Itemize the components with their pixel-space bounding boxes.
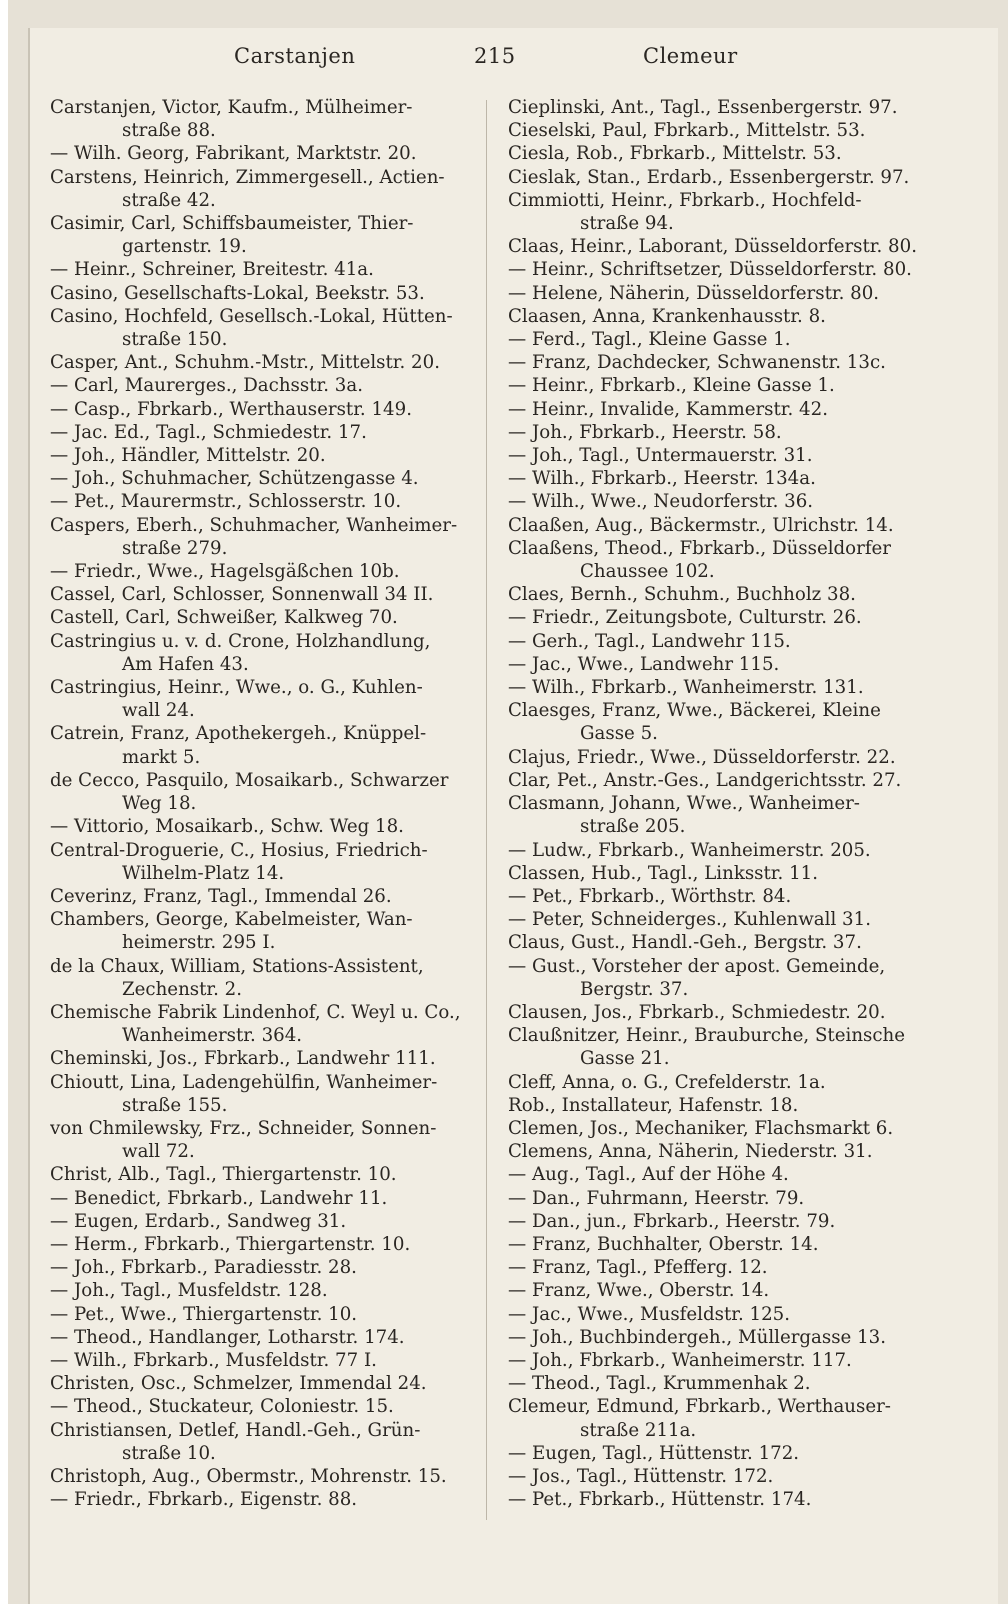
- directory-line: — Joh., Schuhmacher, Schützengasse 4.: [50, 468, 419, 490]
- directory-line: Carstanjen, Victor, Kaufm., Mülheimer-: [50, 97, 413, 118]
- directory-line: Claus, Gust., Handl.-Geh., Bergstr. 37.: [508, 932, 862, 954]
- directory-line: straße 279.: [122, 537, 228, 559]
- directory-line: Ciesla, Rob., Fbrkarb., Mittelstr. 53.: [508, 143, 842, 165]
- directory-line: Claaßens, Theod., Fbrkarb., Düsseldorfer: [508, 537, 892, 559]
- directory-line: — Franz, Buchhalter, Oberstr. 14.: [508, 1233, 819, 1255]
- directory-line: — Joh., Tagl., Musfeldstr. 128.: [50, 1280, 328, 1302]
- directory-line: — Joh., Fbrkarb., Paradiesstr. 28.: [50, 1257, 357, 1279]
- directory-line: Clemens, Anna, Näherin, Niederstr. 31.: [508, 1141, 873, 1163]
- directory-line: — Gerh., Tagl., Landwehr 115.: [508, 630, 791, 652]
- directory-line: — Jos., Tagl., Hüttenstr. 172.: [508, 1465, 774, 1487]
- directory-line: Zechenstr. 2.: [122, 978, 243, 1000]
- directory-line: Chambers, George, Kabelmeister, Wan-: [50, 909, 413, 931]
- directory-line: Christen, Osc., Schmelzer, Immendal 24.: [50, 1373, 427, 1395]
- directory-line: Casino, Hochfeld, Gesellsch.-Lokal, Hütten-: [50, 305, 453, 327]
- directory-line: — Peter, Schneiderges., Kuhlenwall 31.: [508, 909, 871, 931]
- directory-line: straße 88.: [122, 120, 216, 142]
- directory-line: straße 10.: [122, 1442, 216, 1464]
- directory-line: — Benedict, Fbrkarb., Landwehr 11.: [50, 1187, 388, 1209]
- directory-line: — Eugen, Tagl., Hüttenstr. 172.: [508, 1442, 800, 1464]
- directory-line: — Franz, Wwe., Oberstr. 14.: [508, 1280, 770, 1302]
- directory-line: — Wilh., Wwe., Neudorferstr. 36.: [508, 491, 814, 513]
- directory-line: Wanheimerstr. 364.: [122, 1025, 303, 1047]
- directory-line: wall 24.: [122, 700, 195, 722]
- directory-line: Cleff, Anna, o. G., Crefelderstr. 1a.: [508, 1071, 826, 1093]
- page-header: [56, 44, 956, 78]
- directory-line: — Franz, Tagl., Pfefferg. 12.: [508, 1257, 768, 1279]
- directory-line: — Jac., Wwe., Landwehr 115.: [508, 653, 780, 675]
- directory-line: Cheminski, Jos., Fbrkarb., Landwehr 111.: [50, 1048, 436, 1070]
- directory-line: Central-Droguerie, C., Hosius, Friedrich-: [50, 839, 428, 861]
- directory-line: Clajus, Friedr., Wwe., Düsseldorferstr. 22.: [508, 746, 896, 768]
- directory-line: — Joh., Fbrkarb., Heerstr. 58.: [508, 421, 782, 443]
- directory-line: Castell, Carl, Schweißer, Kalkweg 70.: [50, 607, 398, 629]
- directory-line: Cieslak, Stan., Erdarb., Essenbergerstr. 97.: [508, 166, 910, 188]
- directory-line: Casper, Ant., Schuhm.-Mstr., Mittelstr. 20.: [50, 352, 440, 374]
- directory-line: — Jac. Ed., Tagl., Schmiedestr. 17.: [50, 421, 367, 443]
- directory-line: — Friedr., Fbrkarb., Eigenstr. 88.: [50, 1489, 358, 1511]
- directory-line: — Franz, Dachdecker, Schwanenstr. 13c.: [508, 352, 886, 374]
- directory-line: Caspers, Eberh., Schuhmacher, Wanheimer-: [50, 514, 458, 536]
- directory-line: — Joh., Buchbindergeh., Müllergasse 13.: [508, 1326, 887, 1348]
- directory-line: — Carl, Maurerges., Dachsstr. 3a.: [50, 375, 363, 397]
- directory-line: — Wilh., Fbrkarb., Wanheimerstr. 131.: [508, 677, 864, 699]
- directory-line: straße 155.: [122, 1094, 228, 1116]
- directory-line: markt 5.: [122, 746, 201, 768]
- directory-line: — Ferd., Tagl., Kleine Gasse 1.: [508, 329, 791, 351]
- directory-line: — Pet., Fbrkarb., Hüttenstr. 174.: [508, 1489, 812, 1511]
- directory-line: Chioutt, Lina, Ladengehülfin, Wanheimer-: [50, 1071, 438, 1093]
- directory-line: Cassel, Carl, Schlosser, Sonnenwall 34 II.: [50, 584, 434, 606]
- directory-line: Clasmann, Johann, Wwe., Wanheimer-: [508, 793, 860, 815]
- directory-line: Classen, Hub., Tagl., Linksstr. 11.: [508, 862, 818, 884]
- directory-line: Claußnitzer, Heinr., Brauburche, Steinsche: [508, 1025, 906, 1047]
- directory-line: — Wilh., Fbrkarb., Heerstr. 134a.: [508, 468, 816, 490]
- directory-line: Christ, Alb., Tagl., Thiergartenstr. 10.: [50, 1164, 397, 1186]
- directory-line: Gasse 21.: [580, 1048, 670, 1070]
- directory-line: wall 72.: [122, 1141, 195, 1163]
- directory-line: — Heinr., Fbrkarb., Kleine Gasse 1.: [508, 375, 835, 397]
- directory-line: — Heinr., Invalide, Kammerstr. 42.: [508, 398, 828, 420]
- directory-line: — Wilh., Fbrkarb., Musfeldstr. 77 I.: [50, 1349, 377, 1371]
- directory-line: de la Chaux, William, Stations-Assistent,: [50, 955, 424, 977]
- directory-line: — Joh., Händler, Mittelstr. 20.: [50, 445, 326, 467]
- directory-line: Cieplinski, Ant., Tagl., Essenbergerstr. 97.: [508, 97, 898, 118]
- directory-line: — Gust., Vorsteher der apost. Gemeinde,: [508, 955, 886, 977]
- directory-line: Claas, Heinr., Laborant, Düsseldorferstr. 80.: [508, 236, 917, 258]
- directory-line: — Pet., Maurermstr., Schlosserstr. 10.: [50, 491, 402, 513]
- directory-line: Chemische Fabrik Lindenhof, C. Weyl u. Co.,: [50, 1001, 461, 1023]
- directory-line: Casino, Gesellschafts-Lokal, Beekstr. 53.: [50, 282, 425, 304]
- left-column: [50, 96, 480, 1511]
- directory-line: Casimir, Carl, Schiffsbaumeister, Thier-: [50, 213, 414, 235]
- directory-line: — Pet., Fbrkarb., Wörthstr. 84.: [508, 885, 792, 907]
- column-divider: [486, 100, 487, 1520]
- directory-line: Bergstr. 37.: [580, 978, 689, 1000]
- header-left-catchword: Carstanjen: [234, 44, 356, 68]
- directory-line: Clemen, Jos., Mechaniker, Flachsmarkt 6.: [508, 1117, 894, 1139]
- directory-line: — Heinr., Schreiner, Breitestr. 41a.: [50, 259, 374, 281]
- directory-line: Claaßen, Aug., Bäckermstr., Ulrichstr. 14.: [508, 514, 894, 536]
- page-number: 215: [474, 44, 516, 68]
- directory-line: — Theod., Tagl., Krummenhak 2.: [508, 1373, 811, 1395]
- directory-line: — Pet., Wwe., Thiergartenstr. 10.: [50, 1303, 358, 1325]
- directory-line: — Friedr., Wwe., Hagelsgäßchen 10b.: [50, 561, 400, 583]
- directory-line: Catrein, Franz, Apothekergeh., Knüppel-: [50, 723, 427, 745]
- directory-line: — Helene, Näherin, Düsseldorferstr. 80.: [508, 282, 880, 304]
- directory-line: Weg 18.: [122, 793, 197, 815]
- directory-line: Claesges, Franz, Wwe., Bäckerei, Kleine: [508, 700, 881, 722]
- directory-line: Cimmiotti, Heinr., Fbrkarb., Hochfeld-: [508, 189, 862, 211]
- directory-line: — Joh., Fbrkarb., Wanheimerstr. 117.: [508, 1349, 852, 1371]
- directory-line: Rob., Installateur, Hafenstr. 18.: [508, 1094, 799, 1116]
- directory-line: — Casp., Fbrkarb., Werthauserstr. 149.: [50, 398, 412, 420]
- directory-line: Gasse 5.: [580, 723, 658, 745]
- directory-line: Carstens, Heinrich, Zimmergesell., Actien-: [50, 166, 445, 188]
- directory-line: — Heinr., Schriftsetzer, Düsseldorferstr. 80.: [508, 259, 912, 281]
- directory-line: — Aug., Tagl., Auf der Höhe 4.: [508, 1164, 789, 1186]
- directory-line: Christoph, Aug., Obermstr., Mohrenstr. 15.: [50, 1465, 447, 1487]
- directory-line: — Herm., Fbrkarb., Thiergartenstr. 10.: [50, 1233, 411, 1255]
- directory-line: Claes, Bernh., Schuhm., Buchholz 38.: [508, 584, 856, 606]
- directory-line: — Theod., Handlanger, Lotharstr. 174.: [50, 1326, 405, 1348]
- directory-line: straße 211a.: [580, 1419, 697, 1441]
- directory-line: Cieselski, Paul, Fbrkarb., Mittelstr. 53.: [508, 120, 866, 142]
- directory-line: Clemeur, Edmund, Fbrkarb., Werthauser-: [508, 1396, 891, 1418]
- directory-line: straße 150.: [122, 329, 228, 351]
- header-right-catchword: Clemeur: [643, 44, 738, 68]
- directory-line: — Joh., Tagl., Untermauerstr. 31.: [508, 445, 813, 467]
- directory-line: — Vittorio, Mosaikarb., Schw. Weg 18.: [50, 816, 404, 838]
- directory-line: Am Hafen 43.: [122, 653, 249, 675]
- right-column: [508, 96, 938, 1511]
- directory-line: Claasen, Anna, Krankenhausstr. 8.: [508, 305, 826, 327]
- directory-line: Christiansen, Detlef, Handl.-Geh., Grün-: [50, 1419, 421, 1441]
- directory-line: — Jac., Wwe., Musfeldstr. 125.: [508, 1303, 791, 1325]
- directory-line: — Eugen, Erdarb., Sandweg 31.: [50, 1210, 347, 1232]
- directory-line: Chaussee 102.: [580, 561, 715, 583]
- directory-line: von Chmilewsky, Frz., Schneider, Sonnen-: [50, 1117, 437, 1139]
- directory-line: — Ludw., Fbrkarb., Wanheimerstr. 205.: [508, 839, 871, 861]
- directory-line: — Friedr., Zeitungsbote, Culturstr. 26.: [508, 607, 862, 629]
- directory-line: — Wilh. Georg, Fabrikant, Marktstr. 20.: [50, 143, 417, 165]
- directory-line: de Cecco, Pasquilo, Mosaikarb., Schwarzer: [50, 769, 449, 791]
- directory-line: Ceverinz, Franz, Tagl., Immendal 26.: [50, 885, 392, 907]
- directory-line: — Theod., Stuckateur, Coloniestr. 15.: [50, 1396, 394, 1418]
- directory-line: Castringius u. v. d. Crone, Holzhandlung,: [50, 630, 431, 652]
- directory-line: heimerstr. 295 I.: [122, 932, 276, 954]
- directory-line: straße 205.: [580, 816, 686, 838]
- directory-line: Clar, Pet., Anstr.-Ges., Landgerichtsstr. 27.: [508, 769, 902, 791]
- directory-line: Castringius, Heinr., Wwe., o. G., Kuhlen-: [50, 677, 423, 699]
- directory-line: Wilhelm-Platz 14.: [122, 862, 285, 884]
- directory-line: — Dan., jun., Fbrkarb., Heerstr. 79.: [508, 1210, 836, 1232]
- directory-line: gartenstr. 19.: [122, 236, 247, 258]
- directory-line: — Dan., Fuhrmann, Heerstr. 79.: [508, 1187, 805, 1209]
- directory-line: straße 94.: [580, 213, 674, 235]
- directory-line: Clausen, Jos., Fbrkarb., Schmiedestr. 20.: [508, 1001, 886, 1023]
- directory-line: straße 42.: [122, 189, 216, 211]
